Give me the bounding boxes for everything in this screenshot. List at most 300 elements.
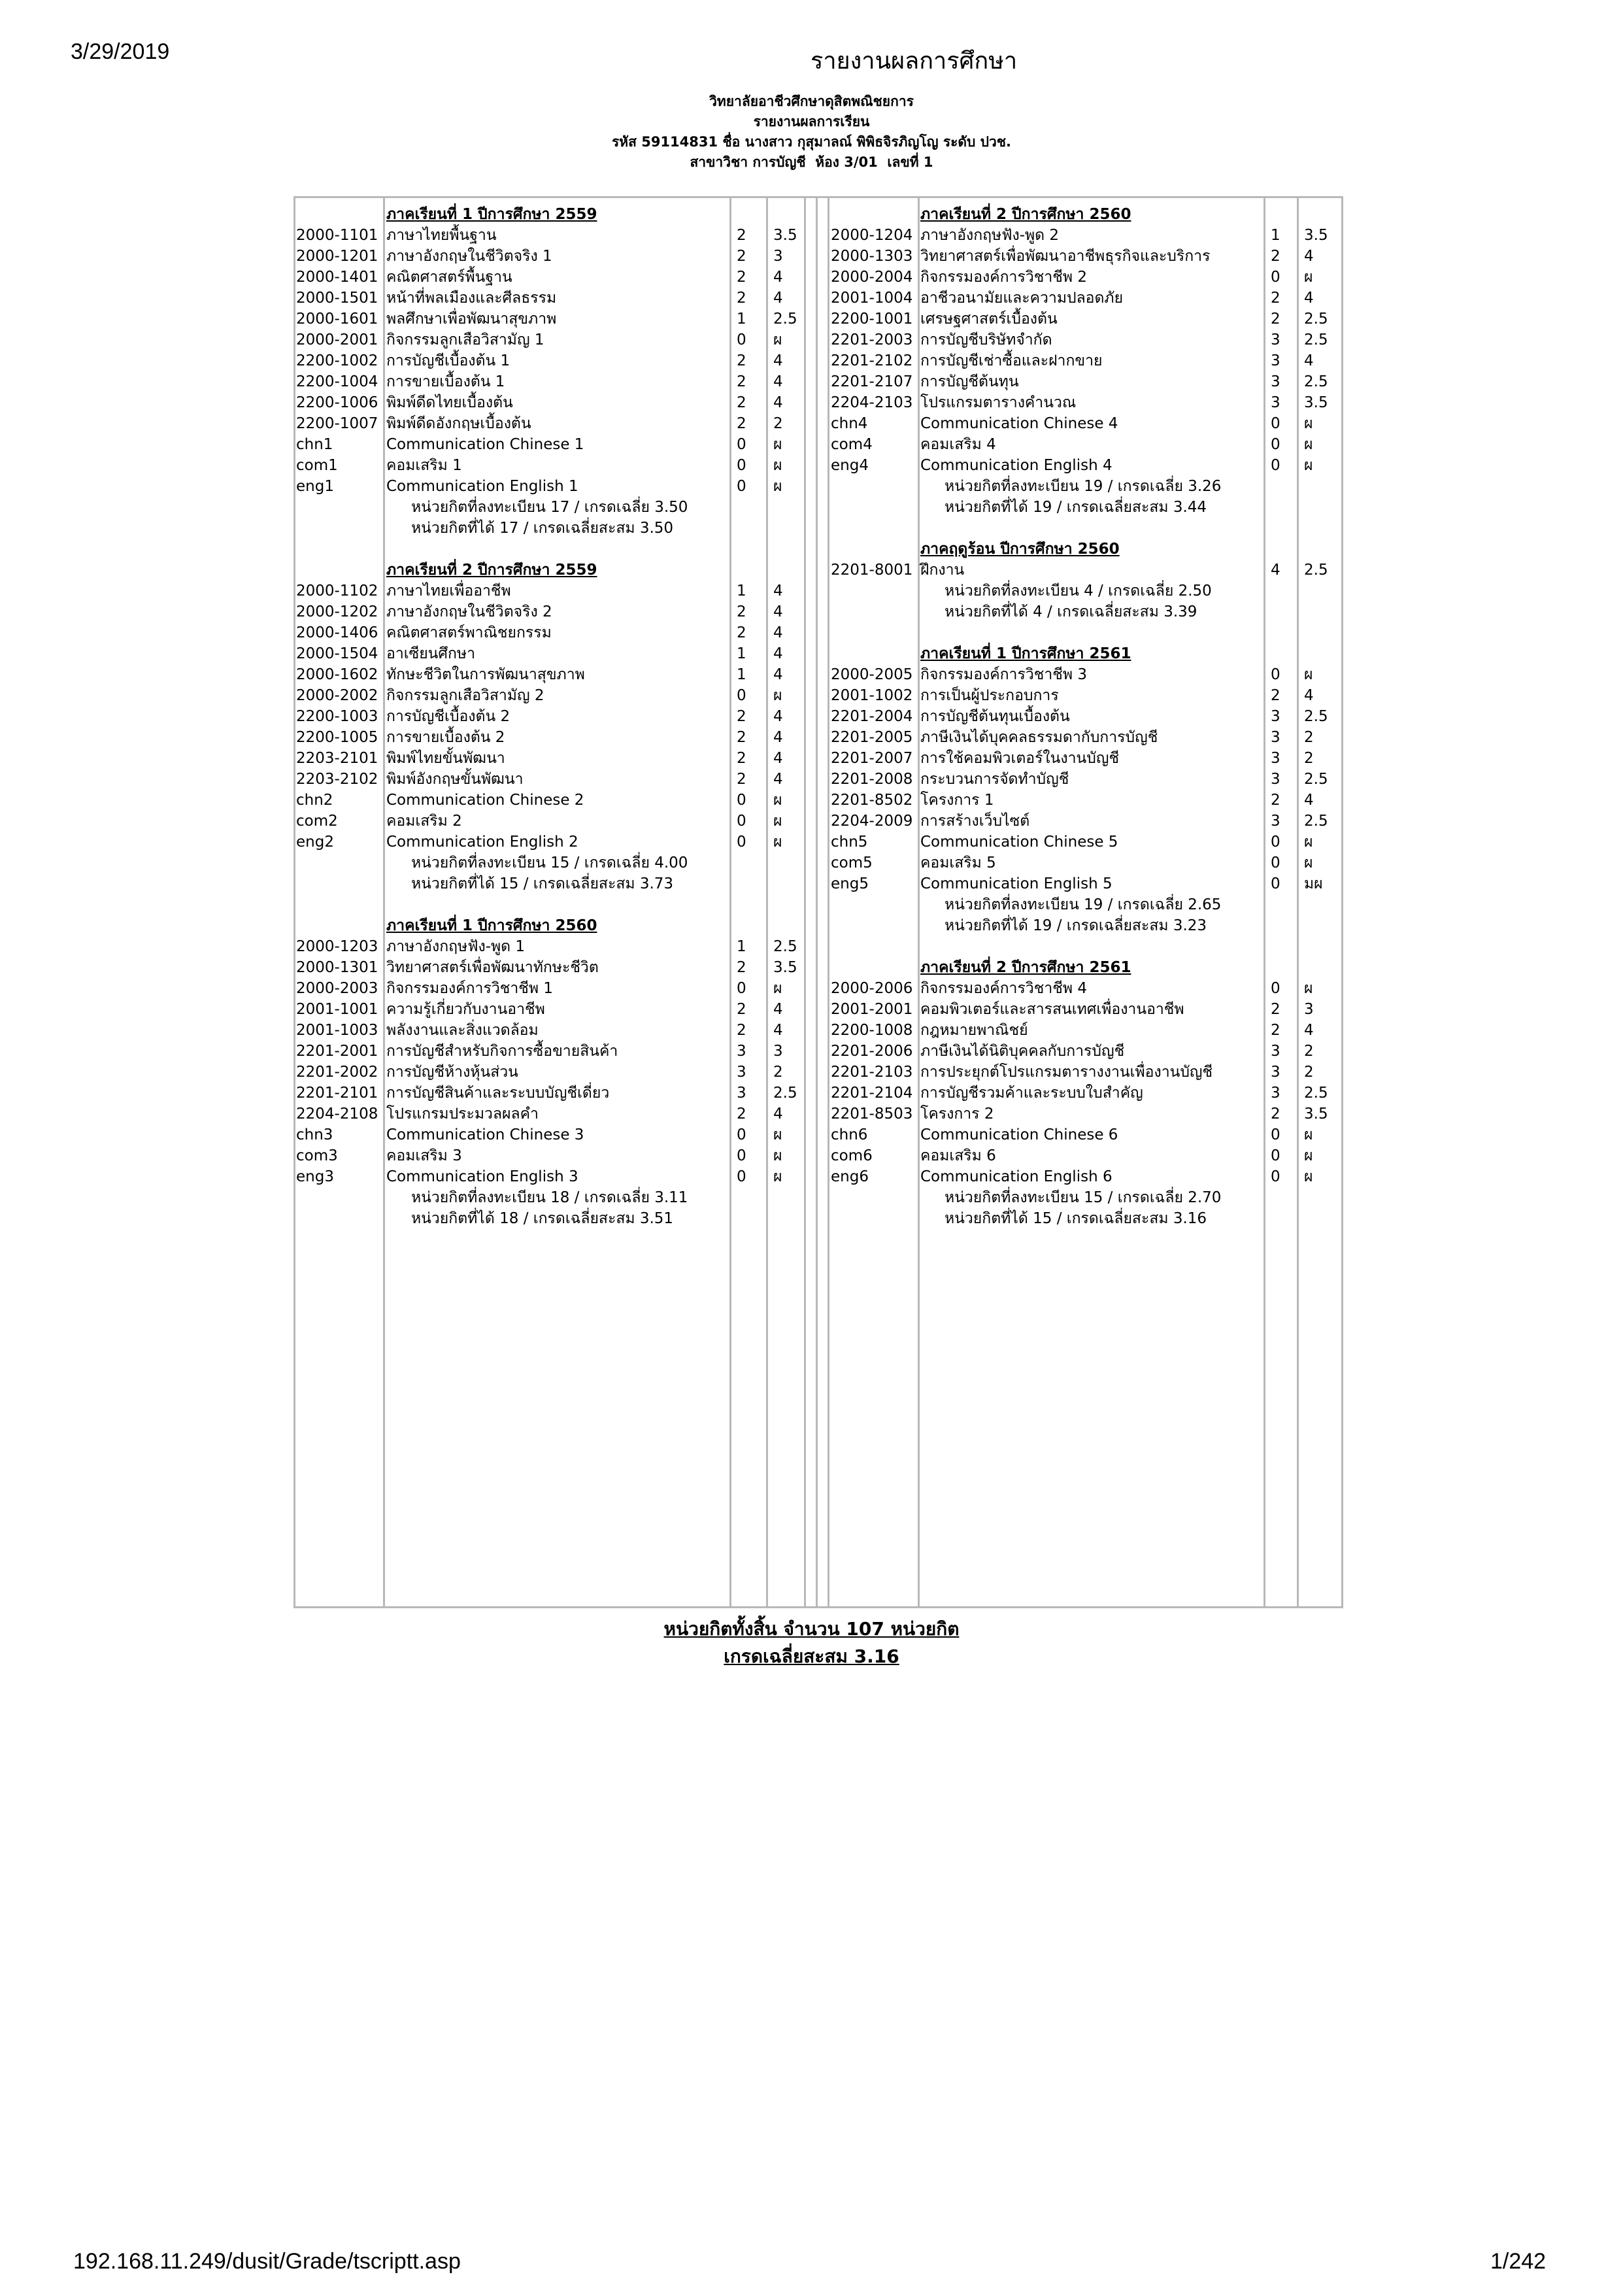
course-row [293,769,816,790]
course-code: 2204-2103 [831,394,913,411]
course-row [828,1166,1343,1187]
semester-summary-row [293,853,816,873]
course-credit: 2 [737,373,746,390]
course-grade: 3.5 [773,959,797,976]
course-grade: 4 [773,624,783,641]
course-credit: 2 [737,290,746,307]
course-row [293,434,816,455]
course-code: 2201-2102 [831,352,913,369]
course-grade: 3 [773,1043,783,1060]
course-credit: 2 [737,1001,746,1018]
semester-header: ภาคเรียนที่ 1 ปีการศึกษา 2559 [386,206,597,223]
course-credit: 2 [737,248,746,265]
course-grade: 2 [773,1064,783,1081]
course-grade: 4 [1304,1022,1314,1039]
course-name: คอมเสริม 4 [920,436,996,453]
course-row [293,1062,816,1083]
course-code: com3 [296,1147,338,1164]
course-credit: 0 [737,1147,746,1164]
course-grade: ผ [773,834,782,851]
course-code: 2201-2001 [296,1043,378,1060]
course-code: 2200-1007 [296,415,378,432]
course-name: พลังงานและสิ่งแวดล้อม [386,1022,539,1039]
course-row [828,1083,1343,1104]
course-row [828,832,1343,853]
course-credit: 1 [737,938,746,955]
course-code: 2201-8502 [831,792,913,809]
course-row [828,811,1343,832]
course-credit: 2 [737,415,746,432]
course-grade: ผ [773,980,782,997]
course-name: โปรแกรมประมวลผลคำ [386,1106,539,1123]
report-header [0,92,1623,173]
course-name: ภาษีเงินได้บุคคลธรรมดากับการบัญชี [920,729,1158,746]
course-code: 2000-1501 [296,290,378,307]
course-code: 2001-1004 [831,290,913,307]
course-credit: 0 [1271,666,1280,683]
course-name: อาชีวอนามัยและความปลอดภัย [920,290,1124,307]
blank-row [828,622,1343,643]
print-url: 192.168.11.249/dusit/Grade/tscriptt.asp [73,2249,461,2274]
course-name: Communication Chinese 5 [920,834,1118,851]
total-gpa: เกรดเฉลี่ยสะสม 3.16 [724,1646,899,1667]
course-grade: ผ [773,813,782,830]
total-credits: หน่วยกิตทั้งสิ้น จำนวน 107 หน่วยกิต [663,1618,960,1640]
course-grade: 4 [1304,687,1314,704]
course-row [828,769,1343,790]
course-code: 2201-2007 [831,750,913,767]
course-code: eng6 [831,1168,869,1185]
course-name: การบัญชีเบื้องต้น 2 [386,708,510,725]
course-name: พิมพ์ดีดอังกฤษเบื้องต้น [386,415,531,432]
course-grade: 3.5 [1304,1106,1328,1123]
semester-summary: หน่วยกิตที่ได้ 15 / เกรดเฉลี่ยสะสม 3.73 [411,875,674,892]
course-credit: 0 [737,1126,746,1143]
course-code: 2000-2006 [831,980,913,997]
course-grade: ผ [773,457,782,474]
course-row [293,978,816,999]
course-code: 2200-1003 [296,708,378,725]
course-code: 2000-1406 [296,624,378,641]
semester-header: ภาคเรียนที่ 1 ปีการศึกษา 2561 [920,645,1131,662]
course-row [828,267,1343,288]
course-code: 2203-2101 [296,750,378,767]
course-code: 2001-1003 [296,1022,378,1039]
course-name: คณิตศาสตร์พาณิชยกรรม [386,624,552,641]
course-grade: 2.5 [1304,813,1328,830]
course-credit: 0 [737,687,746,704]
course-grade: 2.5 [1304,331,1328,348]
course-grade: 2.5 [1304,562,1328,579]
course-row [293,957,816,978]
course-row [828,329,1343,350]
course-name: การสร้างเว็บไซต์ [920,813,1030,830]
course-grade: 4 [773,1106,783,1123]
course-grade: 2.5 [1304,708,1328,725]
semester-summary-row [828,1187,1343,1208]
course-row [828,748,1343,769]
course-code: 2000-2001 [296,331,378,348]
semester-summary-row [293,518,816,539]
course-grade: 2 [1304,750,1314,767]
course-name: การใช้คอมพิวเตอร์ในงานบัญชี [920,750,1120,767]
course-grade: ผ [773,436,782,453]
course-name: การบัญชีห้างหุ้นส่วน [386,1064,518,1081]
course-code: 2201-2003 [831,331,913,348]
course-grade: 2.5 [773,311,797,328]
course-grade: 4 [773,269,783,286]
course-grade: 4 [1304,792,1314,809]
course-row [293,811,816,832]
course-row [293,371,816,392]
course-row [293,664,816,685]
semester-summary: หน่วยกิตที่ได้ 15 / เกรดเฉลี่ยสะสม 3.16 [945,1210,1207,1227]
institution-name: วิทยาลัยอาชีวศึกษาดุสิตพณิชยการ [709,93,914,109]
course-code: 2200-1002 [296,352,378,369]
course-name: การประยุกต์โปรแกรมตารางงานเพื่องานบัญชี [920,1064,1213,1081]
course-credit: 0 [737,478,746,495]
semester-summary-row [293,1208,816,1229]
course-row [293,727,816,748]
course-row [293,622,816,643]
course-grade: 3.5 [1304,394,1328,411]
course-row [293,1124,816,1145]
course-name: คอมเสริม 1 [386,457,462,474]
semester-summary: หน่วยกิตที่ได้ 19 / เกรดเฉลี่ยสะสม 3.44 [945,499,1207,516]
course-code: 2000-1301 [296,959,378,976]
course-credit: 2 [737,959,746,976]
course-credit: 1 [737,666,746,683]
course-code: 2201-2103 [831,1064,913,1081]
course-name: กิจกรรมลูกเสือวิสามัญ 1 [386,331,544,348]
semester-summary-row [293,873,816,894]
course-grade: 4 [773,1022,783,1039]
course-credit: 3 [1271,394,1280,411]
course-credit: 3 [1271,771,1280,788]
course-credit: 3 [1271,373,1280,390]
course-code: 2201-2002 [296,1064,378,1081]
course-name: กฎหมายพาณิชย์ [920,1022,1028,1039]
course-grade: ผ [1304,457,1313,474]
course-name: คอมเสริม 6 [920,1147,996,1164]
course-row [293,350,816,371]
course-code: 2201-2004 [831,708,913,725]
semester-header-row [828,204,1343,225]
course-row [828,853,1343,873]
semester-summary: หน่วยกิตที่ลงทะเบียน 19 / เกรดเฉลี่ย 3.26 [945,478,1222,495]
course-credit: 1 [737,582,746,599]
course-row [293,413,816,434]
semester-header: ภาคเรียนที่ 2 ปีการศึกษา 2559 [386,562,597,579]
course-row [293,936,816,957]
course-credit: 2 [1271,792,1280,809]
course-row [293,1020,816,1041]
course-credit: 0 [1271,875,1280,892]
course-credit: 2 [737,394,746,411]
course-row [828,1145,1343,1166]
semester-summary-row [828,894,1343,915]
course-row [828,1041,1343,1062]
course-code: 2000-1303 [831,248,913,265]
course-grade: ผ [1304,269,1313,286]
course-row [828,350,1343,371]
course-code: 2201-2101 [296,1085,378,1102]
course-code: 2200-1001 [831,311,913,328]
table-top-border [293,196,1343,198]
course-name: กิจกรรมองค์การวิชาชีพ 3 [920,666,1087,683]
course-name: ภาษาอังกฤษในชีวิตจริง 2 [386,603,552,620]
course-code: 2201-8503 [831,1106,913,1123]
course-credit: 0 [1271,269,1280,286]
course-name: คอมเสริม 2 [386,813,462,830]
course-credit: 2 [1271,311,1280,328]
course-row [293,832,816,853]
blank-row [293,894,816,915]
course-grade: ผ [1304,854,1313,871]
course-credit: 0 [1271,436,1280,453]
course-credit: 0 [1271,1168,1280,1185]
course-credit: 1 [1271,227,1280,244]
course-name: คอมเสริม 3 [386,1147,462,1164]
course-row [828,455,1343,476]
course-name: กิจกรรมองค์การวิชาชีพ 4 [920,980,1087,997]
course-row [828,288,1343,309]
course-credit: 2 [737,352,746,369]
course-code: 2200-1005 [296,729,378,746]
semester-summary: หน่วยกิตที่ลงทะเบียน 18 / เกรดเฉลี่ย 3.11 [411,1189,688,1206]
course-name: หน้าที่พลเมืองและศีลธรรม [386,290,557,307]
course-grade: 2 [773,415,783,432]
course-credit: 2 [1271,1001,1280,1018]
course-grade: 3 [1304,1001,1314,1018]
semester-summary-row [828,581,1343,601]
course-grade: ผ [1304,666,1313,683]
course-code: 2201-2006 [831,1043,913,1060]
course-name: วิทยาศาสตร์เพื่อพัฒนาอาชีพธุรกิจและบริการ [920,248,1211,265]
course-name: กระบวนการจัดทำบัญชี [920,771,1069,788]
course-credit: 3 [1271,813,1280,830]
course-code: 2000-2004 [831,269,913,286]
course-grade: 4 [773,352,783,369]
course-name: Communication Chinese 1 [386,436,584,453]
course-row [293,1083,816,1104]
course-name: เศรษฐศาสตร์เบื้องต้น [920,311,1058,328]
course-name: ภาษาอังกฤษฟัง-พูด 1 [386,938,526,955]
course-code: eng1 [296,478,334,495]
course-row [293,455,816,476]
course-credit: 2 [1271,1106,1280,1123]
semester-header-row [828,957,1343,978]
course-credit: 3 [1271,1043,1280,1060]
course-name: โปรแกรมตารางคำนวณ [920,394,1077,411]
course-row [293,1166,816,1187]
course-grade: ผ [1304,1168,1313,1185]
course-row [293,476,816,497]
course-name: การขายเบื้องต้น 2 [386,729,505,746]
course-name: การเป็นผู้ประกอบการ [920,687,1059,704]
course-grade: ผ [773,1126,782,1143]
course-grade: ผ [1304,1147,1313,1164]
course-row [293,225,816,246]
course-name: Communication English 6 [920,1168,1113,1185]
course-name: การบัญชีเช่าซื้อและฝากขาย [920,352,1103,369]
course-name: ภาษาไทยเพื่ออาชีพ [386,582,511,599]
course-name: Communication Chinese 2 [386,792,584,809]
semester-summary-row [828,1208,1343,1229]
course-grade: 4 [773,373,783,390]
course-name: ภาษาอังกฤษฟัง-พูด 2 [920,227,1060,244]
course-grade: 4 [773,750,783,767]
course-grade: 2 [1304,729,1314,746]
course-code: 2204-2108 [296,1106,378,1123]
semester-summary: หน่วยกิตที่ได้ 18 / เกรดเฉลี่ยสะสม 3.51 [411,1210,674,1227]
course-credit: 2 [1271,248,1280,265]
course-grade: มผ [1304,875,1323,892]
course-credit: 0 [1271,1126,1280,1143]
semester-summary: หน่วยกิตที่ได้ 19 / เกรดเฉลี่ยสะสม 3.23 [945,917,1207,934]
course-row [828,1124,1343,1145]
semester-summary: หน่วยกิตที่ลงทะเบียน 15 / เกรดเฉลี่ย 2.70 [945,1189,1222,1206]
course-grade: 2.5 [1304,311,1328,328]
course-code: 2000-2002 [296,687,378,704]
course-name: Communication Chinese 3 [386,1126,584,1143]
report-name: รายงานผลการเรียน [753,114,870,129]
semester-header-row [293,204,816,225]
course-name: การบัญชีเบื้องต้น 1 [386,352,510,369]
course-name: ฝึกงาน [920,562,965,579]
course-credit: 2 [737,624,746,641]
course-row [828,727,1343,748]
course-grade: 2 [1304,1043,1314,1060]
course-grade: 4 [773,394,783,411]
course-name: Communication English 4 [920,457,1113,474]
student-info: รหัส 59114831 ชื่อ นางสาว กุสุมาลณ์ พิพิธจิรภิญโญ ระดับ ปวช. [611,134,1012,150]
course-grade: 2.5 [1304,373,1328,390]
course-credit: 4 [1271,562,1280,579]
course-credit: 0 [737,980,746,997]
semester-summary-row [293,497,816,518]
course-name: กิจกรรมองค์การวิชาชีพ 2 [920,269,1087,286]
course-credit: 0 [737,457,746,474]
course-row [828,873,1343,894]
course-name: การบัญชีต้นทุน [920,373,1019,390]
course-name: กิจกรรมองค์การวิชาชีพ 1 [386,980,553,997]
semester-header-row [828,643,1343,664]
course-code: 2000-1101 [296,227,378,244]
course-credit: 2 [1271,1022,1280,1039]
course-row [293,685,816,706]
semester-header: ภาคฤดูร้อน ปีการศึกษา 2560 [920,541,1120,558]
course-row [293,748,816,769]
course-row [828,1020,1343,1041]
course-code: 2001-2001 [831,1001,913,1018]
course-credit: 0 [737,331,746,348]
course-grade: ผ [1304,834,1313,851]
course-code: 2001-1001 [296,1001,378,1018]
course-row [293,1145,816,1166]
right-column [828,204,1343,1229]
semester-summary-row [828,476,1343,497]
course-code: 2200-1008 [831,1022,913,1039]
course-code: 2000-1204 [831,227,913,244]
course-row [828,434,1343,455]
course-grade: 3 [773,248,783,265]
course-name: ภาษาไทยพื้นฐาน [386,227,497,244]
course-name: ความรู้เกี่ยวกับงานอาชีพ [386,1001,545,1018]
course-credit: 0 [737,813,746,830]
course-credit: 0 [737,834,746,851]
course-row [828,560,1343,581]
course-credit: 2 [1271,290,1280,307]
course-grade: ผ [1304,980,1313,997]
course-row [293,790,816,811]
semester-header-row [293,560,816,581]
course-grade: ผ [773,687,782,704]
course-code: eng5 [831,875,869,892]
course-code: 2204-2009 [831,813,913,830]
course-name: การขายเบื้องต้น 1 [386,373,505,390]
course-credit: 3 [1271,750,1280,767]
course-code: 2201-2005 [831,729,913,746]
course-name: คณิตศาสตร์พื้นฐาน [386,269,512,286]
course-name: คอมพิวเตอร์และสารสนเทศเพื่องานอาชีพ [920,1001,1184,1018]
table-bottom-border [293,1606,1343,1608]
course-name: พิมพ์ดีดไทยเบื้องต้น [386,394,513,411]
course-row [293,1041,816,1062]
semester-header: ภาคเรียนที่ 2 ปีการศึกษา 2561 [920,959,1131,976]
course-code: com1 [296,457,338,474]
course-name: Communication English 5 [920,875,1113,892]
course-credit: 3 [1271,1085,1280,1102]
semester-summary: หน่วยกิตที่ได้ 17 / เกรดเฉลี่ยสะสม 3.50 [411,520,674,537]
course-code: chn6 [831,1126,868,1143]
course-code: com5 [831,854,873,871]
semester-summary-row [828,601,1343,622]
course-credit: 2 [737,1022,746,1039]
course-code: com6 [831,1147,873,1164]
course-grade: 4 [1304,352,1314,369]
course-grade: 2 [1304,1064,1314,1081]
course-code: 2200-1006 [296,394,378,411]
course-credit: 0 [1271,834,1280,851]
course-grade: 3.5 [1304,227,1328,244]
course-credit: 1 [737,645,746,662]
course-grade: 2.5 [773,1085,797,1102]
course-credit: 0 [1271,980,1280,997]
course-row [293,643,816,664]
course-name: Communication English 3 [386,1168,578,1185]
course-grade: 2.5 [1304,771,1328,788]
course-code: eng4 [831,457,869,474]
course-credit: 3 [1271,729,1280,746]
course-grade: 4 [773,666,783,683]
semester-summary: หน่วยกิตที่ลงทะเบียน 19 / เกรดเฉลี่ย 2.65 [945,896,1222,913]
course-row [828,664,1343,685]
course-credit: 0 [737,1168,746,1185]
course-grade: 4 [773,1001,783,1018]
course-credit: 2 [737,729,746,746]
course-credit: 3 [1271,1064,1280,1081]
semester-summary-row [828,497,1343,518]
course-row [828,1104,1343,1124]
course-grade: 4 [773,290,783,307]
course-credit: 2 [737,771,746,788]
course-name: ภาษาอังกฤษในชีวิตจริง 1 [386,248,552,265]
course-grade: 4 [773,708,783,725]
course-code: 2000-2005 [831,666,913,683]
blank-row [828,518,1343,539]
course-code: eng3 [296,1168,334,1185]
